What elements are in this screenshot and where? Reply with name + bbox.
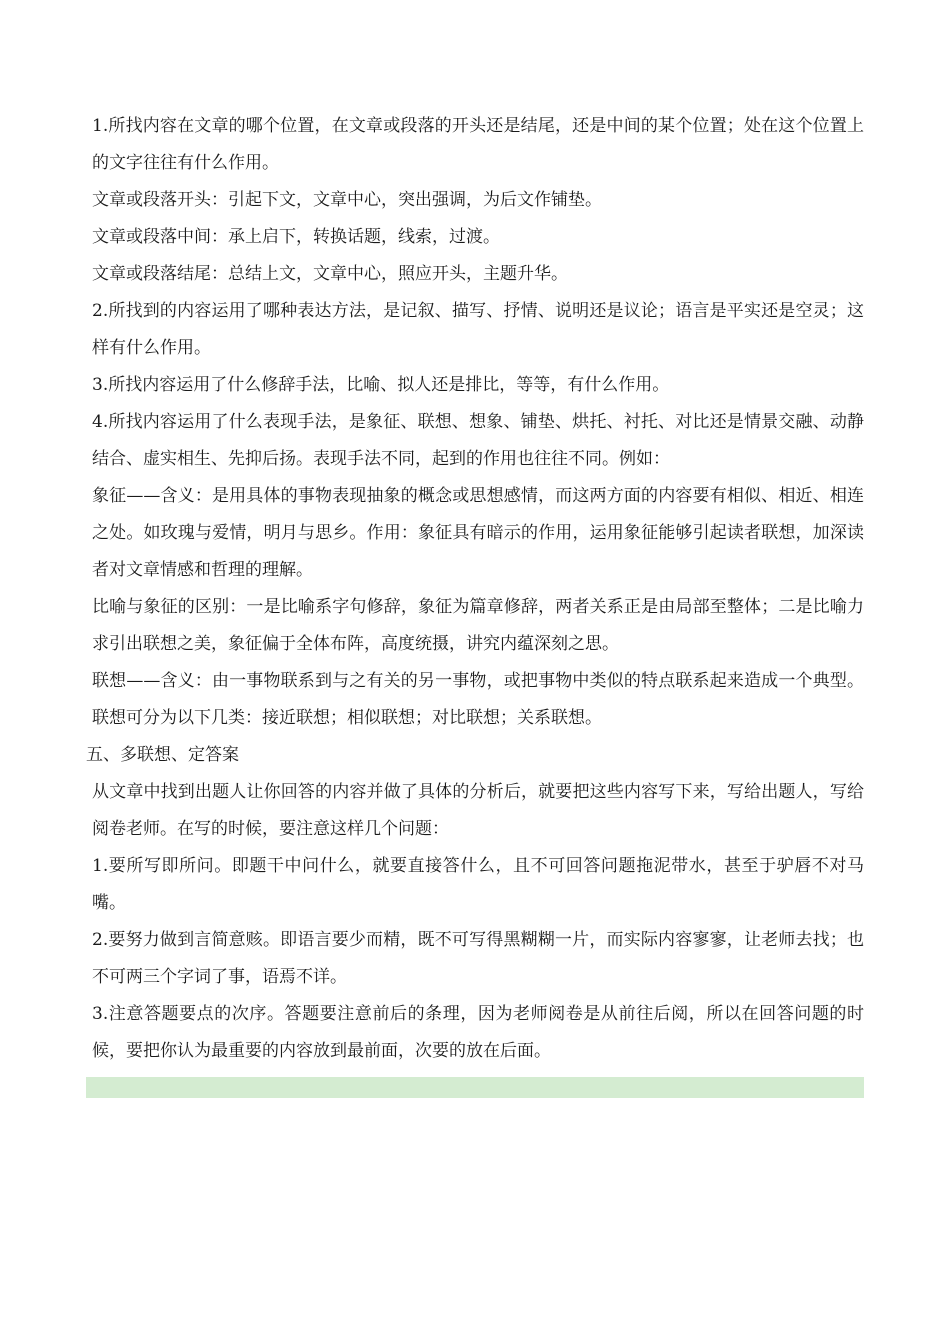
paragraph: 1.所找内容在文章的哪个位置，在文章或段落的开头还是结尾，还是中间的某个位置；处在这个位置上的文字往往有什么作用。	[92, 116, 864, 173]
paragraph: 象征——含义：是用具体的事物表现抽象的概念或思想感情，而这两方面的内容要有相似、相近、相连之处。如玫瑰与爱情，明月与思乡。作用：象征具有暗示的作用，运用象征能够引起读者联想，加深读者对文章情感和哲理的理解。	[92, 486, 864, 580]
paragraph: 文章或段落开头：引起下文，文章中心，突出强调，为后文作铺垫。	[92, 190, 602, 210]
paragraph: 3.注意答题要点的次序。答题要注意前后的条理，因为老师阅卷是从前往后阅，所以在回答问题的时候，要把你认为最重要的内容放到最前面，次要的放在后面。	[92, 1004, 864, 1061]
paragraph: 3.所找内容运用了什么修辞手法，比喻、拟人还是排比，等等，有什么作用。	[92, 375, 670, 395]
paragraph: 2.所找到的内容运用了哪种表达方法，是记叙、描写、抒情、说明还是议论；语言是平实还是空灵；这样有什么作用。	[92, 301, 864, 358]
section-heading: 五、多联想、定答案	[86, 745, 239, 765]
paragraph: 文章或段落结尾：总结上文，文章中心，照应开头，主题升华。	[92, 264, 568, 284]
decorative-divider-bar	[86, 1077, 864, 1098]
paragraph: 比喻与象征的区别：一是比喻系字句修辞，象征为篇章修辞，两者关系正是由局部至整体；二是比喻力求引出联想之美，象征偏于全体布阵，高度统摄，讲究内蕴深刻之思。	[92, 597, 864, 654]
paragraph: 联想——含义：由一事物联系到与之有关的另一事物，或把事物中类似的特点联系起来造成一个典型。联想可分为以下几类：接近联想；相似联想；对比联想；关系联想。	[92, 671, 864, 728]
document-body	[86, 108, 864, 1098]
paragraph: 2.要努力做到言简意赅。即语言要少而精，既不可写得黑糊糊一片，而实际内容寥寥，让老师去找；也不可两三个字词了事，语焉不详。	[92, 930, 864, 987]
paragraph: 文章或段落中间：承上启下，转换话题，线索，过渡。	[92, 227, 500, 247]
paragraph: 从文章中找到出题人让你回答的内容并做了具体的分析后，就要把这些内容写下来，写给出题人，写给阅卷老师。在写的时候，要注意这样几个问题：	[92, 782, 864, 839]
paragraph: 4.所找内容运用了什么表现手法，是象征、联想、想象、铺垫、烘托、衬托、对比还是情景交融、动静结合、虚实相生、先抑后扬。表现手法不同，起到的作用也往往不同。例如：	[92, 412, 864, 469]
paragraph: 1.要所写即所问。即题干中问什么，就要直接答什么，且不可回答问题拖泥带水，甚至于驴唇不对马嘴。	[92, 856, 864, 913]
